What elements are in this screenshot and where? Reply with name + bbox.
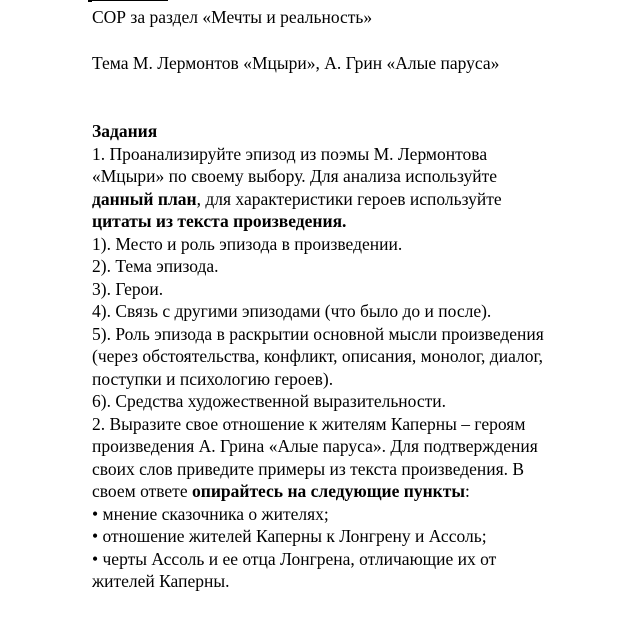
plan-item-4: 4). Связь с другими эпизодами (что было до и после). [92,301,492,321]
task2-line1: 2. Выразите свое отношение к жителям Каперны – героям [92,413,526,434]
plan-item-3: 3). Герои. [92,278,164,299]
bullet-item-3: • черты Ассоль и ее отца Лонгрена, отличающие их от [92,548,497,569]
plan-item-5-cont1: (через обстоятельства, конфликт, описания, монолог, диалог, [92,346,544,366]
section-title: СОР за раздел «Мечты и реальность» [92,7,373,27]
task1-line2: «Мцыри» по своему выбору. Для анализа используйте [92,166,498,186]
plan-item-6: 6). Средства художественной выразительности. [92,391,447,411]
plan-item-2: 2). Тема эпизода. [92,256,219,276]
task1-line4 [92,210,346,233]
bullet-item-2: • отношение жителей Каперны к Лонгрену и Ассоль; [92,526,487,546]
task2-points-emphasis: опирайтесь на следующие пункты [191,481,466,501]
bullet-item-3-cont: жителей Каперны. [92,571,230,591]
task1-plan-emphasis: данный план [92,188,197,209]
signature-underline [92,0,168,2]
topic-title: Тема М. Лермонтов «Мцыри», А. Грин «Алые паруса» [92,53,500,73]
plan-item-1: 1). Место и роль эпизода в произведении. [92,233,403,254]
plan-item-5: 5). Роль эпизода в раскрытии основной мысли произведения [92,323,544,344]
task1-quotes-emphasis: цитаты из текста произведения. [92,211,347,231]
task1-line1: 1. Проанализируйте эпизод из поэмы М. Лермонтова [92,143,488,164]
task2-line4: своем ответе опирайтесь на следующие пункты: [92,481,470,501]
tasks-heading: Задания [92,121,158,141]
task2-line3: своих слов приведите примеры из текста произведения. В [92,458,525,479]
task1-line3: данный план, для характеристики героев используйте [92,188,502,209]
plan-item-5-cont2: поступки и психологию героев). [92,368,334,389]
task2-line2: произведения А. Грина «Алые паруса». Для подтверждения [92,436,538,456]
bullet-item-1: • мнение сказочника о жителях; [92,503,329,524]
